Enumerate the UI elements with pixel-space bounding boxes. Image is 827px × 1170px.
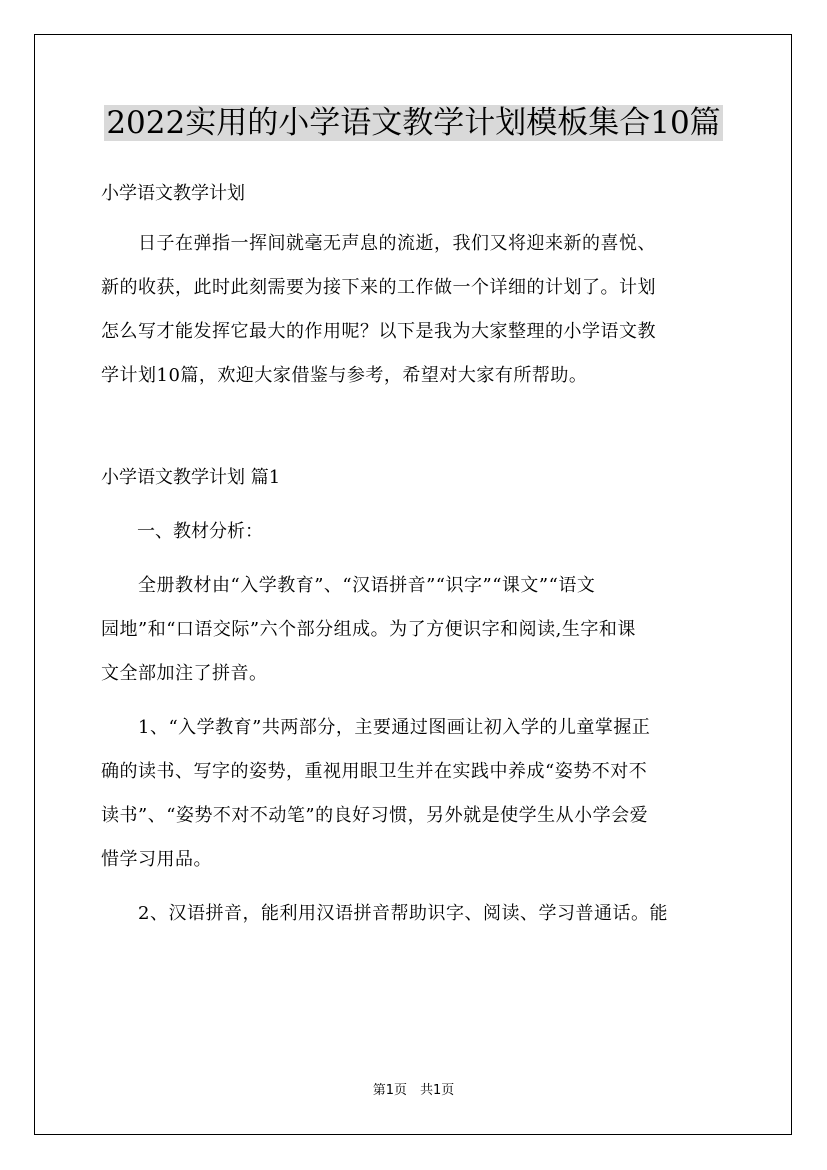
- paragraph-line: 怎么写才能发挥它最大的作用呢？以下是我为大家整理的小学语文教: [101, 321, 656, 342]
- part1-subheading: 一、教材分析：: [101, 521, 263, 542]
- paragraph-line: 日子在弹指一挥间就毫无声息的流逝，我们又将迎来新的喜悦、: [101, 233, 656, 254]
- paragraph-line: 读书”、“姿势不对不动笔”的良好习惯，另外就是使学生从小学会爱: [101, 805, 649, 826]
- paragraph-line: 全册教材由“入学教育”、“汉语拼音”“识字”“课文”“语文: [101, 575, 596, 596]
- document-title: [0, 102, 827, 144]
- page-footer: 第1页 共1页: [372, 1083, 455, 1098]
- paragraph-enrollment: [101, 706, 727, 882]
- paragraph-line: 新的收获，此时此刻需要为接下来的工作做一个详细的计划了。计划: [101, 277, 656, 298]
- paragraph-line: 1、“入学教育”共两部分，主要通过图画让初入学的儿童掌握正: [101, 717, 651, 738]
- paragraph-pinyin: [101, 892, 727, 936]
- paragraph-line: 文全部加注了拼音。: [101, 663, 268, 684]
- paragraph-line: 园地”和“口语交际”六个部分组成。为了方便识字和阅读,生字和课: [101, 619, 636, 640]
- intro-paragraph: [101, 222, 727, 398]
- paragraph-textbook: [101, 564, 727, 696]
- part1-heading: 小学语文教学计划 篇1: [101, 467, 281, 488]
- document-body: [101, 172, 727, 936]
- paragraph-line: 惜学习用品。: [101, 849, 212, 870]
- intro-heading: 小学语文教学计划: [101, 183, 245, 204]
- document-title-text: 2022实用的小学语文教学计划模板集合10篇: [106, 105, 721, 141]
- paragraph-line: 学计划10篇，欢迎大家借鉴与参考，希望对大家有所帮助。: [101, 365, 588, 386]
- paragraph-line: 2、汉语拼音，能利用汉语拼音帮助识字、阅读、学习普通话。能: [101, 903, 668, 924]
- paragraph-line: 确的读书、写字的姿势，重视用眼卫生并在实践中养成“姿势不对不: [101, 761, 648, 782]
